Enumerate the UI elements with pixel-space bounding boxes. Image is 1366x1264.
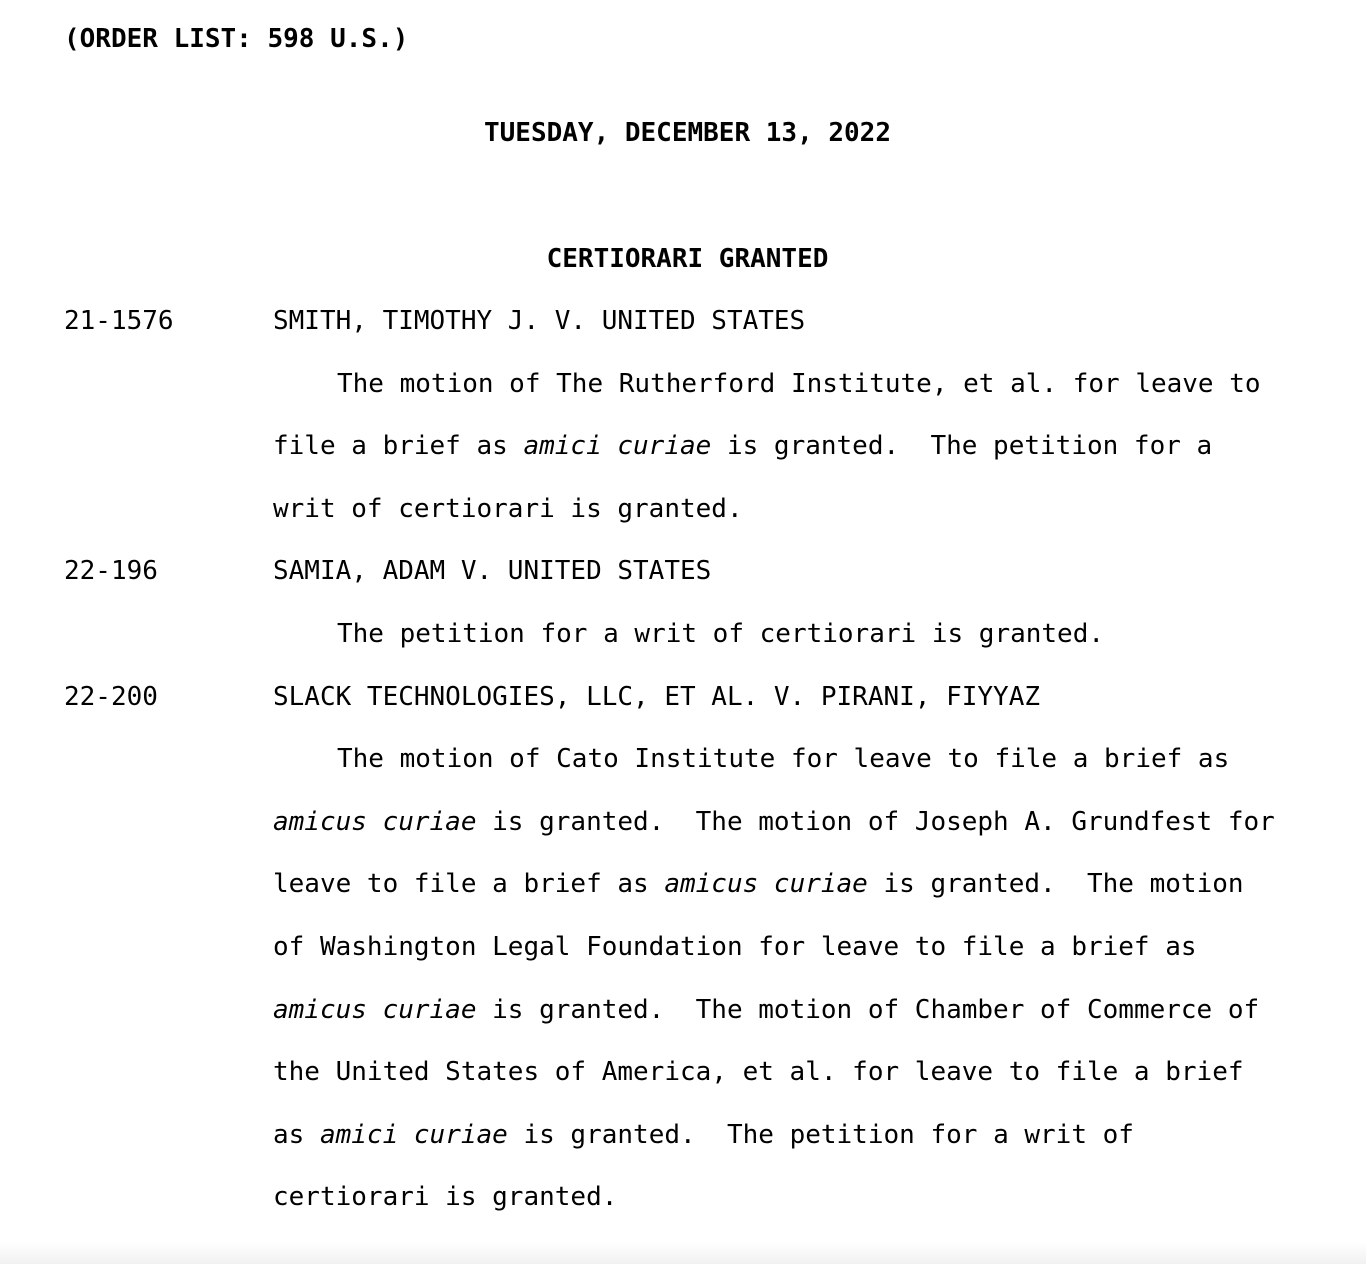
case-caption: SLACK TECHNOLOGIES, LLC, ET AL. V. PIRANI, FIYYAZ xyxy=(273,681,1041,712)
case-caption: SAMIA, ADAM V. UNITED STATES xyxy=(273,556,712,587)
text-segment: The petition for a writ of certiorari is granted. xyxy=(337,618,1105,649)
latin-term: amicus curiae xyxy=(273,994,477,1025)
order-text xyxy=(337,740,1229,778)
order-text xyxy=(273,490,743,528)
order-text xyxy=(273,427,1212,465)
order-text-line xyxy=(0,865,1366,928)
case-list xyxy=(0,302,1366,1241)
case-caption: SMITH, TIMOTHY J. V. UNITED STATES xyxy=(273,306,806,336)
section-title: CERTIORARI GRANTED xyxy=(546,244,829,274)
order-text-line xyxy=(0,928,1366,991)
text-segment: is granted. The petition for a writ of xyxy=(507,1119,1134,1150)
order-text xyxy=(273,865,1244,903)
text-segment: leave to file a brief as xyxy=(273,869,665,900)
order-text xyxy=(273,991,1259,1029)
order-text xyxy=(273,803,1275,841)
text-segment: The motion of Cato Institute for leave to file a brief as xyxy=(337,744,1230,775)
order-text-line xyxy=(0,740,1366,803)
text-segment: certiorari is granted. xyxy=(273,1182,618,1213)
docket-number: 22-200 xyxy=(64,681,158,712)
page-bottom-edge xyxy=(0,1242,1366,1264)
order-text xyxy=(337,365,1261,403)
order-text-line xyxy=(0,615,1366,678)
docket-number: 22-196 xyxy=(64,556,158,587)
order-text-line xyxy=(0,991,1366,1054)
text-segment: is granted. The motion xyxy=(867,869,1244,900)
latin-term: amicus curiae xyxy=(273,806,477,837)
text-segment: of Washington Legal Foundation for leave to file a brief as xyxy=(273,931,1197,962)
order-text xyxy=(273,1053,1244,1091)
order-text-line xyxy=(0,1178,1366,1241)
order-text xyxy=(273,928,1197,966)
text-segment: is granted. The motion of Joseph A. Grundfest for xyxy=(476,806,1275,837)
latin-term: amici curiae xyxy=(319,1119,508,1150)
text-segment: the United States of America, et al. for leave to file a brief xyxy=(273,1057,1244,1088)
order-text xyxy=(273,1116,1134,1154)
text-segment: The motion of The Rutherford Institute, et al. for leave to xyxy=(337,368,1261,399)
order-text-line xyxy=(0,803,1366,866)
docket-number: 21-1576 xyxy=(64,306,174,336)
order-text-line xyxy=(0,365,1366,428)
order-text-line xyxy=(0,427,1366,490)
order-date: TUESDAY, DECEMBER 13, 2022 xyxy=(484,118,891,148)
text-segment: file a brief as xyxy=(273,431,524,462)
order-list-header: (ORDER LIST: 598 U.S.) xyxy=(64,24,409,54)
order-text-line xyxy=(0,490,1366,553)
text-segment: is granted. The petition for a xyxy=(711,431,1213,462)
text-segment: writ of certiorari is granted. xyxy=(273,493,743,524)
case-caption-line xyxy=(0,552,1366,615)
order-text xyxy=(337,615,1104,653)
case-caption-line xyxy=(0,302,1366,365)
case-caption-line xyxy=(0,678,1366,741)
order-text-line xyxy=(0,1116,1366,1179)
text-segment: is granted. The motion of Chamber of Commerce of xyxy=(476,994,1260,1025)
order-text xyxy=(273,1178,617,1216)
order-text-line xyxy=(0,1053,1366,1116)
latin-term: amici curiae xyxy=(523,431,712,462)
latin-term: amicus curiae xyxy=(664,869,868,900)
text-segment: as xyxy=(273,1119,320,1150)
